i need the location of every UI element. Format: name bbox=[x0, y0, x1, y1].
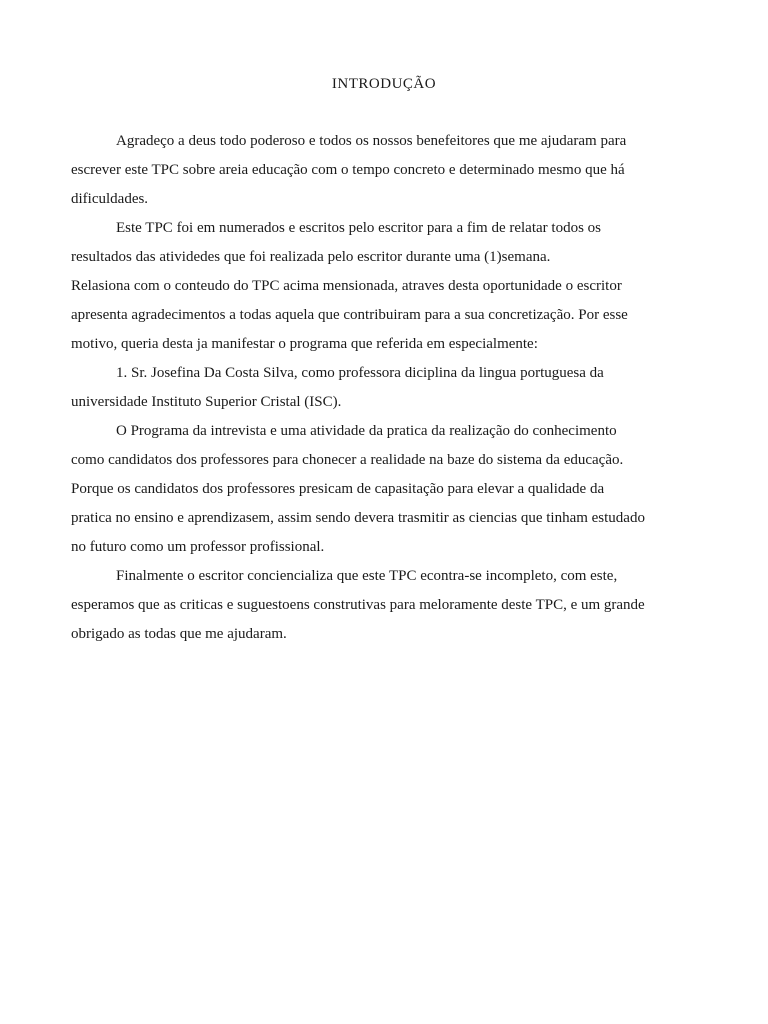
list-item-line: universidade Instituto Superior Cristal (ISC). bbox=[71, 394, 342, 410]
document-body bbox=[71, 127, 699, 649]
paragraph-line: esperamos que as criticas e suguestoens construtivas para meloramente deste TPC, e um grande bbox=[71, 597, 645, 613]
paragraph-line: Finalmente o escritor conciencializa que este TPC econtra-se incompleto, com este, bbox=[116, 568, 618, 584]
paragraph-line: no futuro como um professor profissional. bbox=[71, 539, 325, 555]
paragraph-line: apresenta agradecimentos a todas aquela que contribuiram para a sua concretização. Por esse bbox=[71, 307, 628, 323]
paragraph-line: pratica no ensino e aprendizasem, assim sendo devera trasmitir as ciencias que tinham estudado bbox=[71, 510, 645, 526]
paragraph-line: Este TPC foi em numerados e escritos pelo escritor para a fim de relatar todos os bbox=[116, 220, 601, 236]
paragraph-line: Porque os candidatos dos professores presicam de capasitação para elevar a qualidade da bbox=[71, 481, 605, 497]
paragraph-line: Relasiona com o conteudo do TPC acima mensionada, atraves desta oportunidade o escritor bbox=[71, 278, 622, 294]
list-item-line: 1. Sr. Josefina Da Costa Silva, como professora diciplina da lingua portuguesa da bbox=[116, 365, 604, 381]
document-title: INTRODUÇÃO bbox=[331, 76, 437, 92]
paragraph-line: resultados das atividedes que foi realizada pelo escritor durante uma (1)semana. bbox=[71, 249, 551, 265]
paragraph-line: O Programa da intrevista e uma atividade da pratica da realização do conhecimento bbox=[116, 423, 617, 439]
paragraph-line: escrever este TPC sobre areia educação com o tempo concreto e determinado mesmo que há bbox=[71, 162, 625, 178]
paragraph-line: Agradeço a deus todo poderoso e todos os nossos benefeitores que me ajudaram para bbox=[116, 133, 627, 149]
paragraph-line: dificuldades. bbox=[71, 191, 149, 207]
paragraph-line: motivo, queria desta ja manifestar o programa que referida em especialmente: bbox=[71, 336, 538, 352]
paragraph-line: obrigado as todas que me ajudaram. bbox=[71, 626, 287, 642]
paragraph-line: como candidatos dos professores para chonecer a realidade na baze do sistema da educação. bbox=[71, 452, 624, 468]
